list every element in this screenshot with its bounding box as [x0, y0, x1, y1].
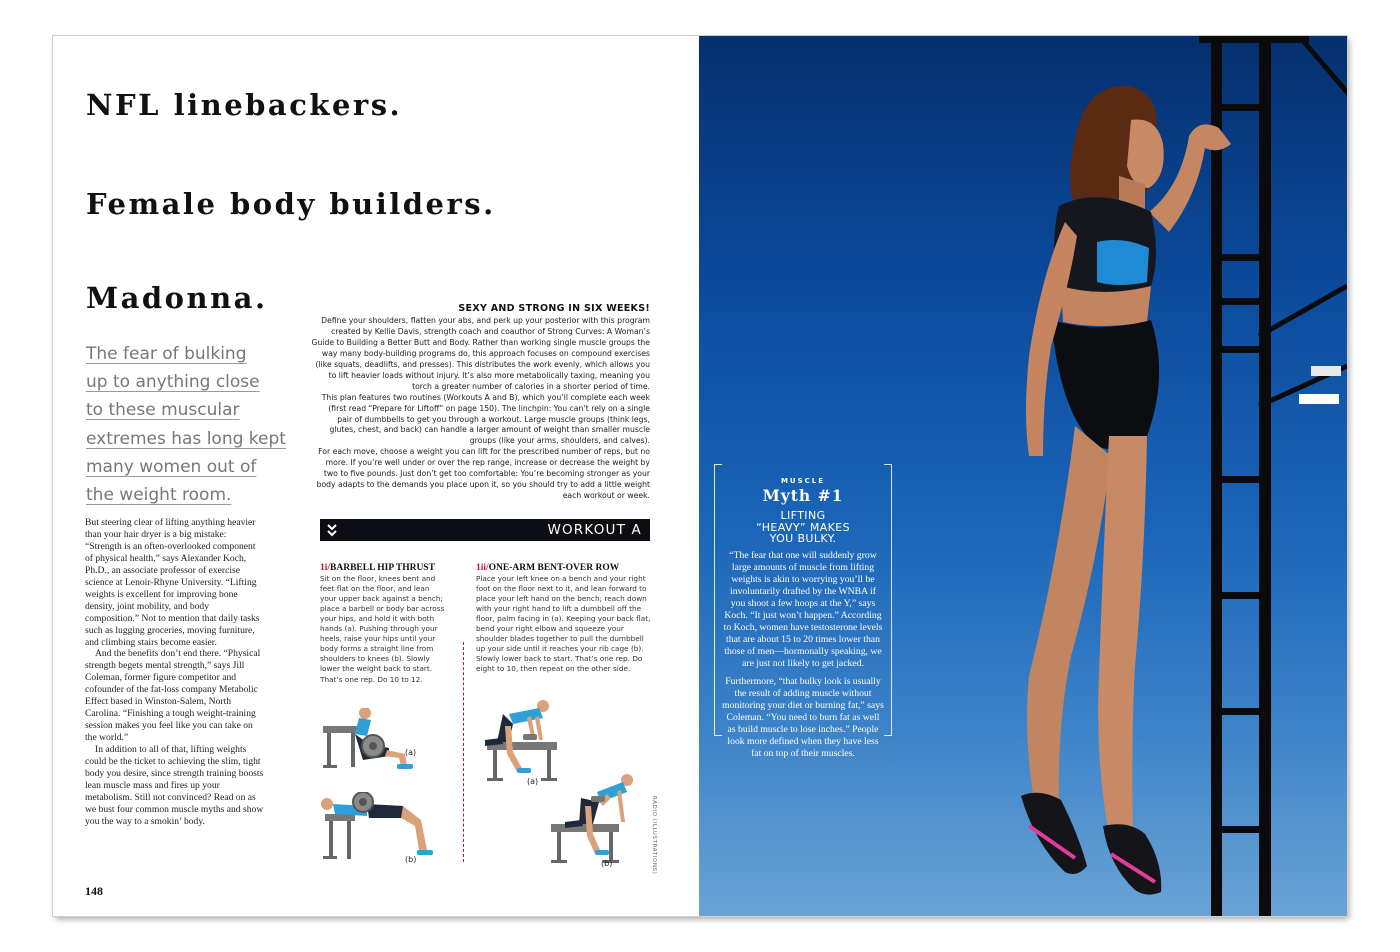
pull-quote-line: extremes has long kept	[86, 428, 286, 449]
exercise-heading	[320, 563, 448, 573]
exercise-heading	[476, 563, 652, 573]
label-a: (a)	[405, 748, 417, 757]
body-text	[85, 517, 265, 828]
pull-quote-line: up to anything close	[86, 372, 260, 393]
pull-quote-line: The fear of bulking	[86, 344, 247, 364]
myth-subtitle-line: “HEAVY” MAKES	[755, 520, 850, 534]
label-a: (a)	[527, 777, 539, 786]
column-divider	[463, 642, 464, 862]
myth-title: Myth #1	[762, 486, 844, 505]
myth-paragraph: Furthermore, “that bulky look is usually the result of adding muscle without monitoring your diet or burning fat,” says Coleman. “You need to burn fat as well as build muscle to lose inches.” People look more defined when they have less fat on top of their muscles.	[722, 676, 884, 759]
exercise-instructions: Place your left knee on a bench and your right foot on the floor next to it, and lean forward to place your left hand on the bench; reach down with your right hand to lift a dumbbell off the floor, palm facing in (a). Keeping your back flat, bend your right elbow and squeeze your shoulder blades together to pull the dumbbell up your side until it reaches your rib cage (b). Slowly lower back to start. That’s one rep. Do eight to 10, then repeat on the other side.	[476, 574, 651, 674]
photo-credit: RADIO (ILLUSTRATIONS)	[651, 796, 657, 875]
myth-subtitle-line: YOU BULKY.	[769, 532, 837, 545]
program-intro	[311, 304, 650, 502]
intro-paragraph: Define your shoulders, flatten your abs, and perk up your posterior with this program created by Kellie Davis, strength coach and coauthor of Strong Curves: A Woman’s Guide to Building a Better Butt and Body. Rather than working single muscle groups the way many body-building programs do, this approach focuses on compound exercises (like squats, deadlifts, and presses). This distributes the work evenly, which allows you to lift heavier loads without injury. It’s also more metabolically taxing, meaning you torch a greater number of calories in a shorter period of time.	[311, 315, 650, 391]
exercise-number: 1i/	[320, 563, 331, 573]
label-b: (b)	[601, 859, 613, 868]
double-chevron-down-icon	[325, 521, 339, 539]
body-paragraph: But steering clear of lifting anything heavier than your hair dryer is a big mistake: “Strength is an often-overlooked component of physical health,” says Alexander Koch, Ph.D., an associate professor of exercise science at Lenoir-Rhyne University. “Lifting weights is excellent for improving bone density, joint mobility, and body composition.” Not to mention that daily tasks such as lugging groceries, moving furniture, and climbing stairs become easier.	[85, 517, 260, 648]
pull-quote-line: to these muscular	[86, 400, 240, 421]
intro-paragraph: This plan features two routines (Workouts A and B), which you’ll complete each week (first read “Prepare for Liftoff” on page 150). The linchpin: You can’t rely on a single pair of dumbbells to get you through a workout. Large muscle groups (think legs, glutes, chest, and back) can handle a larger amount of weight than smaller muscle groups (like your arms, shoulders, and calves).	[321, 392, 650, 446]
exercise-title: BARBELL HIP THRUST	[330, 563, 435, 573]
intro-title: SEXY AND STRONG IN SIX WEEKS!	[458, 303, 650, 314]
hip-thrust-start-illustration	[319, 708, 449, 774]
exercise-bent-over-row	[476, 563, 652, 675]
body-paragraph: And the benefits don’t end there. “Physical strength begets mental strength,” says Jill Coleman, former figure competitor and cofounder of the fat-loss company Metabolic Effect based in Winston-Salem, North Carolina. “Finishing a tough weight-training session makes you feel like you can take on the world.”	[85, 648, 261, 744]
headline-1: NFL linebackers.	[86, 88, 403, 122]
exercise-instructions: Sit on the floor, knees bent and feet flat on the floor, and lean your upper back against a bench; place a barbell or body bar across your hips, and hold it with both hands (a). Pushing through your heels, raise your hips until your body forms a straight line from shoulders to knees (b). Slowly lower the weight back to start. That’s one rep. Do 10 to 12.	[320, 574, 445, 684]
hip-thrust-top-illustration	[317, 792, 449, 864]
myth-subtitle-line: LIFTING	[780, 509, 826, 522]
workout-header-bar	[320, 519, 650, 541]
headline-2: Female body builders.	[86, 187, 496, 221]
myth-paragraph: “The fear that one will suddenly grow large amounts of muscle from lifting weights is akin to worrying you’ll be involuntarily drafted by the WNBA if you shoot a few hoops at the Y,” says Koch. “It just won’t happen.” According to Koch, women have testosterone levels that are about 15 to 20 times lower than those of men—hormonally speaking, we are just not likely to get jacked.	[723, 550, 883, 669]
label-b: (b)	[405, 855, 417, 864]
myth-subtitle	[714, 510, 892, 545]
exercise-hip-thrust	[320, 563, 448, 685]
left-page	[53, 36, 699, 916]
myth-sidebar	[714, 464, 892, 848]
myth-body	[722, 550, 884, 766]
page-number: 148	[85, 884, 103, 898]
exercise-title: ONE-ARM BENT-OVER ROW	[488, 563, 620, 573]
workout-label: WORKOUT A	[547, 522, 642, 538]
pull-quote	[86, 340, 286, 509]
pull-quote-line: many women out of	[86, 456, 257, 477]
pull-quote-line: the weight room.	[86, 485, 232, 506]
headline-3: Madonna.	[86, 281, 268, 315]
row-top-illustration	[541, 772, 657, 868]
body-paragraph: In addition to all of that, lifting weights could be the ticket to achieving the slim, tight body you desire, since strength training boosts lean muscle mass and fires up your metabolism. Still not convinced? Read on as we bust four common muscle myths and show you the way to a smokin’ body.	[85, 744, 264, 827]
magazine-spread	[53, 36, 1347, 916]
myth-kicker: MUSCLE	[780, 477, 826, 485]
intro-paragraph: For each move, choose a weight you can lift for the prescribed number of reps, but no more. If you’re well under or over the rep range, increase or decrease the weight by two to five pounds. Just don’t get too comfortable: You’re becoming stronger as your body adapts to the demands you place upon it, so you should try to add a little weight each workout or week.	[316, 447, 650, 501]
exercise-number: 1ii/	[476, 563, 489, 573]
